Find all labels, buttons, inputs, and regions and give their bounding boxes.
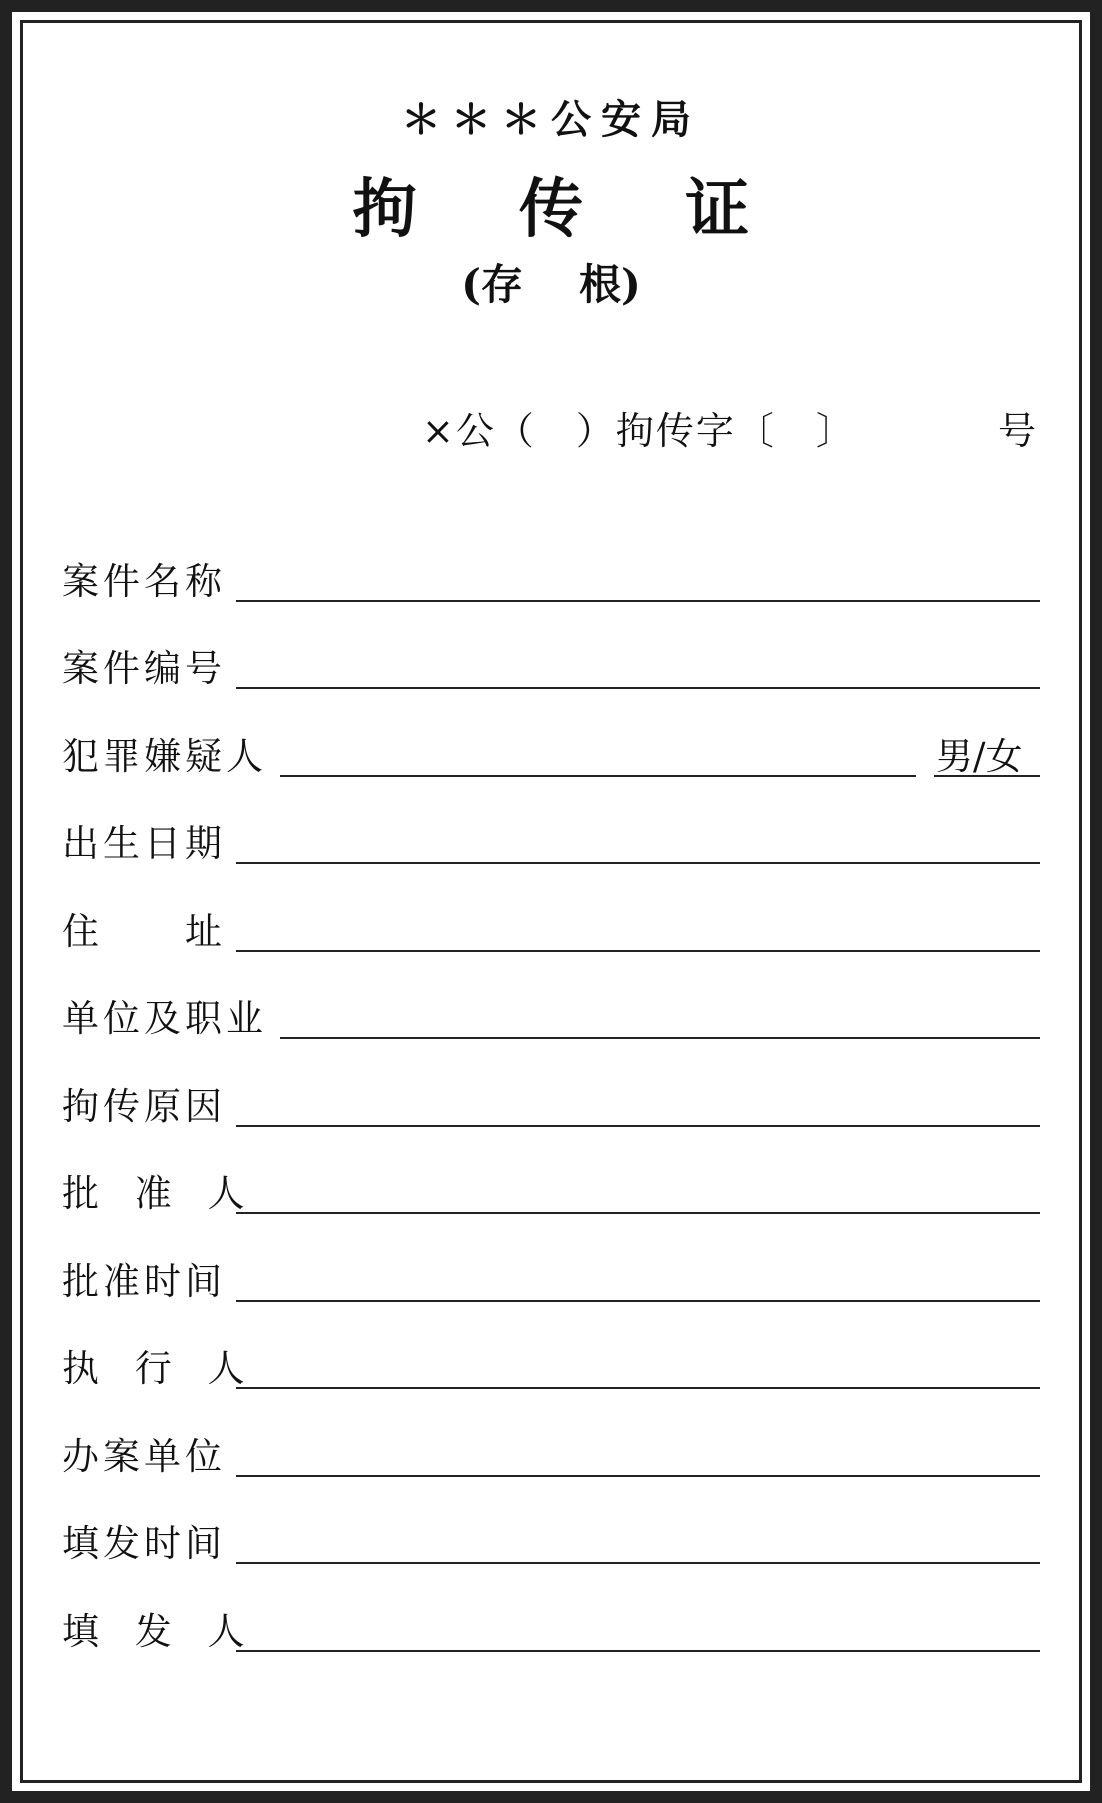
document-subtitle	[0, 252, 1102, 312]
line-suspect[interactable]	[280, 775, 916, 777]
line-executor[interactable]	[236, 1387, 1040, 1389]
line-gender[interactable]	[934, 775, 1040, 777]
label-approval-time: 批准时间	[62, 1260, 226, 1303]
line-address[interactable]	[236, 950, 1040, 952]
line-case-name[interactable]	[236, 600, 1040, 602]
line-issue-time[interactable]	[236, 1562, 1040, 1564]
agency-name: ＊＊＊公安局	[401, 96, 701, 143]
line-approval-time[interactable]	[236, 1300, 1040, 1302]
label-employer-occupation: 单位及职业	[62, 997, 267, 1040]
label-issuer: 填 发 人	[62, 1610, 257, 1653]
label-case-number: 案件编号	[62, 647, 226, 690]
line-reason[interactable]	[236, 1125, 1040, 1127]
label-suspect: 犯罪嫌疑人	[62, 735, 267, 778]
document-number-suffix: 号	[998, 409, 1037, 453]
subtitle-open: (存	[461, 260, 523, 309]
line-approver[interactable]	[236, 1212, 1040, 1214]
line-issuer[interactable]	[236, 1650, 1040, 1652]
document-title: 拘 传 证	[352, 172, 790, 247]
label-address: 住 址	[62, 910, 226, 953]
label-birth-date: 出生日期	[62, 822, 226, 865]
line-employer-occupation[interactable]	[280, 1037, 1040, 1039]
line-case-number[interactable]	[236, 687, 1040, 689]
subtitle-close: 根)	[579, 260, 641, 309]
gender-option: 男/女	[936, 735, 1023, 778]
line-birth-date[interactable]	[236, 862, 1040, 864]
label-case-name: 案件名称	[62, 560, 226, 603]
label-issue-time: 填发时间	[62, 1522, 226, 1565]
label-handling-unit: 办案单位	[62, 1435, 226, 1478]
label-reason: 拘传原因	[62, 1085, 226, 1128]
label-executor: 执 行 人	[62, 1347, 257, 1390]
document-number-prefix: ×公（ ）拘传字〔 〕	[422, 409, 856, 453]
label-approver: 批 准 人	[62, 1172, 257, 1215]
line-handling-unit[interactable]	[236, 1475, 1040, 1477]
